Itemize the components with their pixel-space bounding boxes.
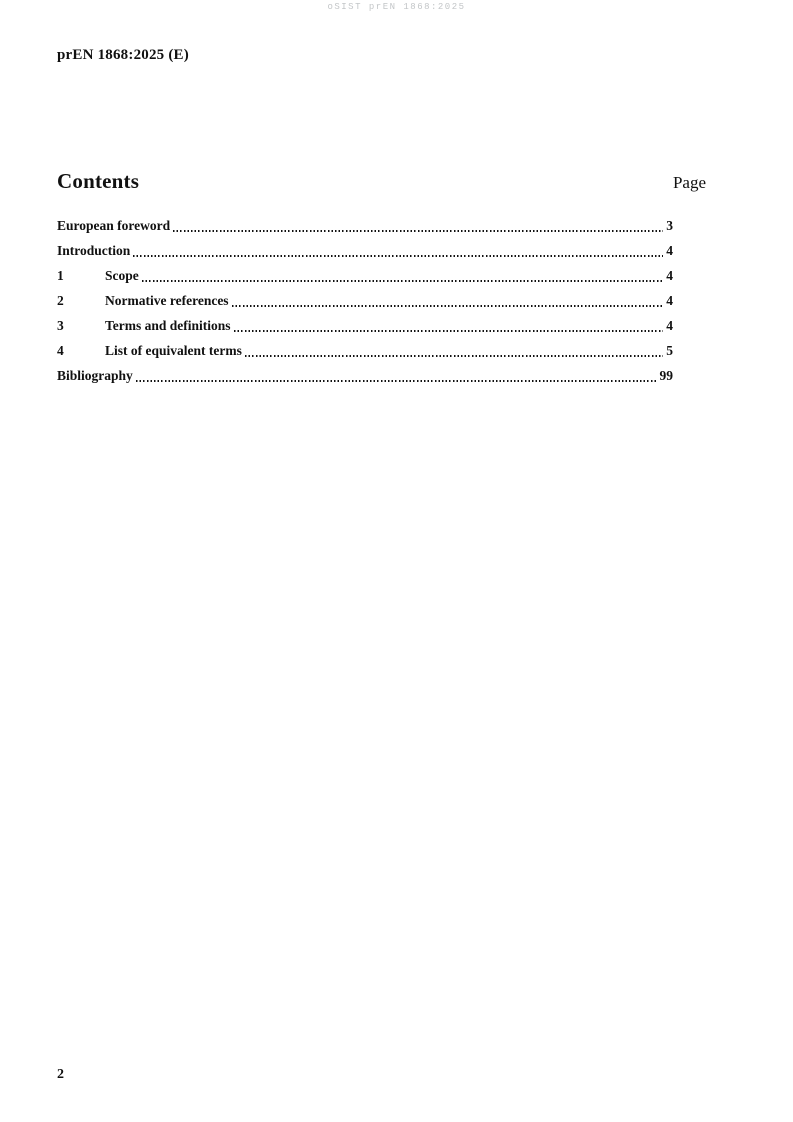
toc-entry-label: European foreword bbox=[57, 218, 171, 233]
table-of-contents bbox=[57, 213, 706, 388]
toc-entry-page: 3 bbox=[666, 218, 673, 233]
dot-leader bbox=[232, 305, 664, 307]
watermark-text: oSIST prEN 1868:2025 bbox=[327, 2, 466, 12]
toc-entry-label: Normative references bbox=[105, 293, 229, 308]
toc-entry-label: Terms and definitions bbox=[105, 318, 231, 333]
toc-entry bbox=[57, 313, 673, 338]
toc-entry-page: 5 bbox=[666, 343, 673, 358]
toc-entry-label: List of equivalent terms bbox=[105, 343, 242, 358]
toc-entry-number: 4 bbox=[57, 343, 64, 358]
toc-entry-page: 4 bbox=[666, 318, 673, 333]
dot-leader bbox=[245, 355, 663, 357]
page-number: 2 bbox=[57, 1067, 64, 1082]
toc-entry-page: 4 bbox=[666, 293, 673, 308]
toc-entry-page: 4 bbox=[666, 243, 673, 258]
toc-entry bbox=[57, 363, 673, 388]
toc-entry bbox=[57, 288, 673, 313]
page-column-label: Page bbox=[672, 173, 706, 192]
toc-entry bbox=[57, 338, 673, 363]
toc-entry-label: Introduction bbox=[57, 243, 131, 258]
toc-entry bbox=[57, 238, 673, 263]
dot-leader bbox=[133, 255, 663, 257]
toc-entry-page: 99 bbox=[659, 368, 673, 383]
dot-leader bbox=[136, 380, 657, 382]
contents-title: Contents bbox=[57, 169, 140, 193]
toc-entry-label: Bibliography bbox=[57, 368, 133, 383]
contents-header bbox=[57, 169, 706, 194]
toc-entry-number: 2 bbox=[57, 293, 64, 308]
toc-entry-number: 3 bbox=[57, 318, 64, 333]
toc-entry-page: 4 bbox=[666, 268, 673, 283]
dot-leader bbox=[142, 280, 664, 282]
toc-entry-label: Scope bbox=[105, 268, 139, 283]
document-reference: prEN 1868:2025 (E) bbox=[57, 47, 189, 63]
toc-entry bbox=[57, 213, 673, 238]
toc-entry bbox=[57, 263, 673, 288]
dot-leader bbox=[173, 230, 663, 232]
toc-entry-number: 1 bbox=[57, 268, 64, 283]
dot-leader bbox=[234, 330, 664, 332]
